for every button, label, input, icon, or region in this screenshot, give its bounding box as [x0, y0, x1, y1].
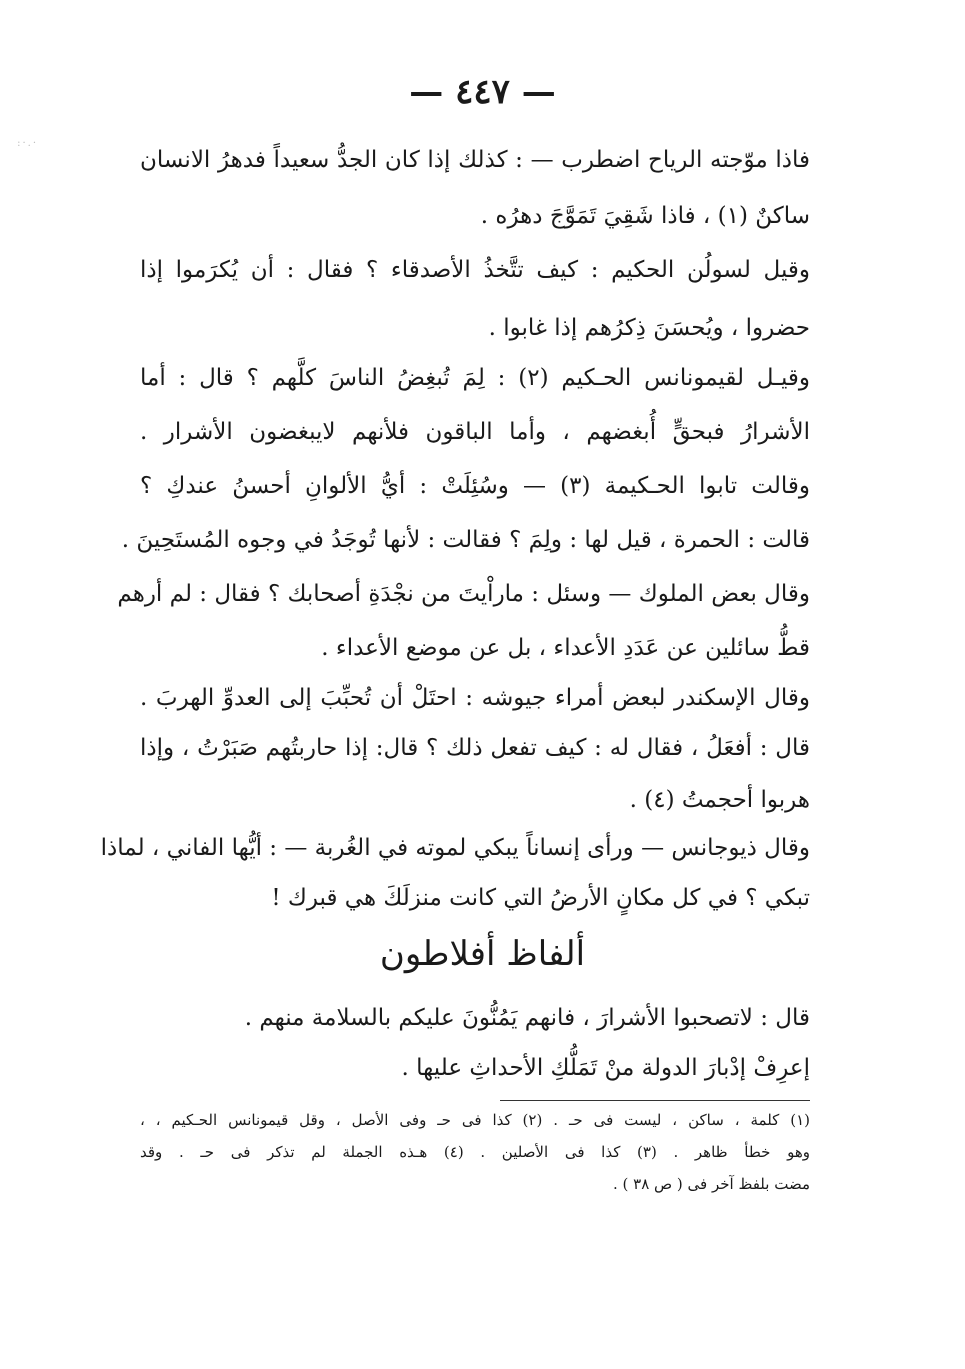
footnote-line: مضت بلفظ آخر فى ( ص ٣٨ ) .	[612, 1175, 810, 1193]
text-line: وقال ذيوجانس — ورأى إنساناً يبكي لموته في الغُربة — : أيُّها الفاني ، لماذا	[100, 835, 810, 861]
footnote-line: (١) كلمة ، ساكن ، ليست فى حـ . (٢) كذا فى حـ وفى الأصل ، وقل قيمونانس الحـكيم ، ،	[140, 1111, 811, 1129]
footnote-divider	[500, 1100, 810, 1101]
text-line: وقيـل لقيمونانس الحـكيم (٢) : لِمَ تُبغِضُ الناسَ كلَّهم ؟ قال : أما	[140, 365, 811, 391]
text-line: إعرِفْ إدْبارَ الدولة منْ تَمَلُّكِ الأحداثِ عليها .	[401, 1055, 810, 1081]
footnote-line: وهو خطأ ظاهر . (٣) كذا فى الأصلين . (٤) هـذه الجملة لم تذكر فى حـ . وقد	[140, 1143, 810, 1161]
text-line: تبكي ؟ في كل مكانٍ الأرضُ التي كانت منزلَكَ هي قبرك !	[271, 885, 810, 911]
text-line: فاذا موّجته الرياح اضطرب — : كذلك إذا كان الجدُّ سعيداً فدهرُ الانسان	[140, 147, 810, 173]
text-line: وقال الإسكندر لبعض أمراء جيوشه : احتَلْ أن تُحبِّبَ إلى العدوِّ الهربَ .	[140, 685, 810, 711]
text-line: وقيل لسولُن الحكيم : كيف تتَّخذُ الأصدقاء ؟ فقال : أن يُكرَموا إذا	[140, 257, 810, 283]
text-line: قال : أفعَلُ ، فقال له : كيف تفعل ذلك ؟ قال: إذا حاربتُهم صَبَرْتُ ، وإذا	[140, 735, 810, 761]
page-number: — ٤٤٧ —	[409, 72, 556, 112]
text-line: الأشرارُ فبحقٍّ أُبغضهم ، وأما الباقون فلأنهم لايبغضون الأشرار .	[140, 419, 810, 445]
text-line: وقالت تابوا الحـكيمة (٣) — وسُئِلَتْ : أيُّ الألوانِ أحسنُ عندكِ ؟	[140, 473, 810, 499]
text-line: قال : لاتصحبوا الأشرارَ ، فانهم يَمُنُّونَ عليكم بالسلامة منهم .	[244, 1005, 810, 1031]
text-line: وقال بعض الملوك — وسئل : ماراْيتَ من نجْدَةِ أصحابك ؟ فقال : لم أرهم	[117, 581, 810, 607]
text-line: قطُّ سائلين عن عَدَدِ الأعداء ، بل عن موضع الأعداء .	[321, 635, 810, 661]
text-line: حضروا ، ويُحسَنَ ذِكرُهم إذا غابوا .	[488, 315, 810, 341]
section-heading: ألفاظ أفلاطون	[379, 934, 586, 974]
text-line: ساكنٌ (١) ، فاذا شَقِيَ تَمَوَّجَ دهرُه .	[480, 203, 810, 229]
text-line: هربوا أحجمتُ (٤) .	[629, 787, 810, 813]
text-line: قالت : الحمرة ، قيل لها : ولِمَ ؟ فقالت : لأنها تُوجَدُ في وجوه المُستَحِينَ .	[121, 527, 810, 553]
scan-speck: ·.·:	[17, 138, 38, 149]
